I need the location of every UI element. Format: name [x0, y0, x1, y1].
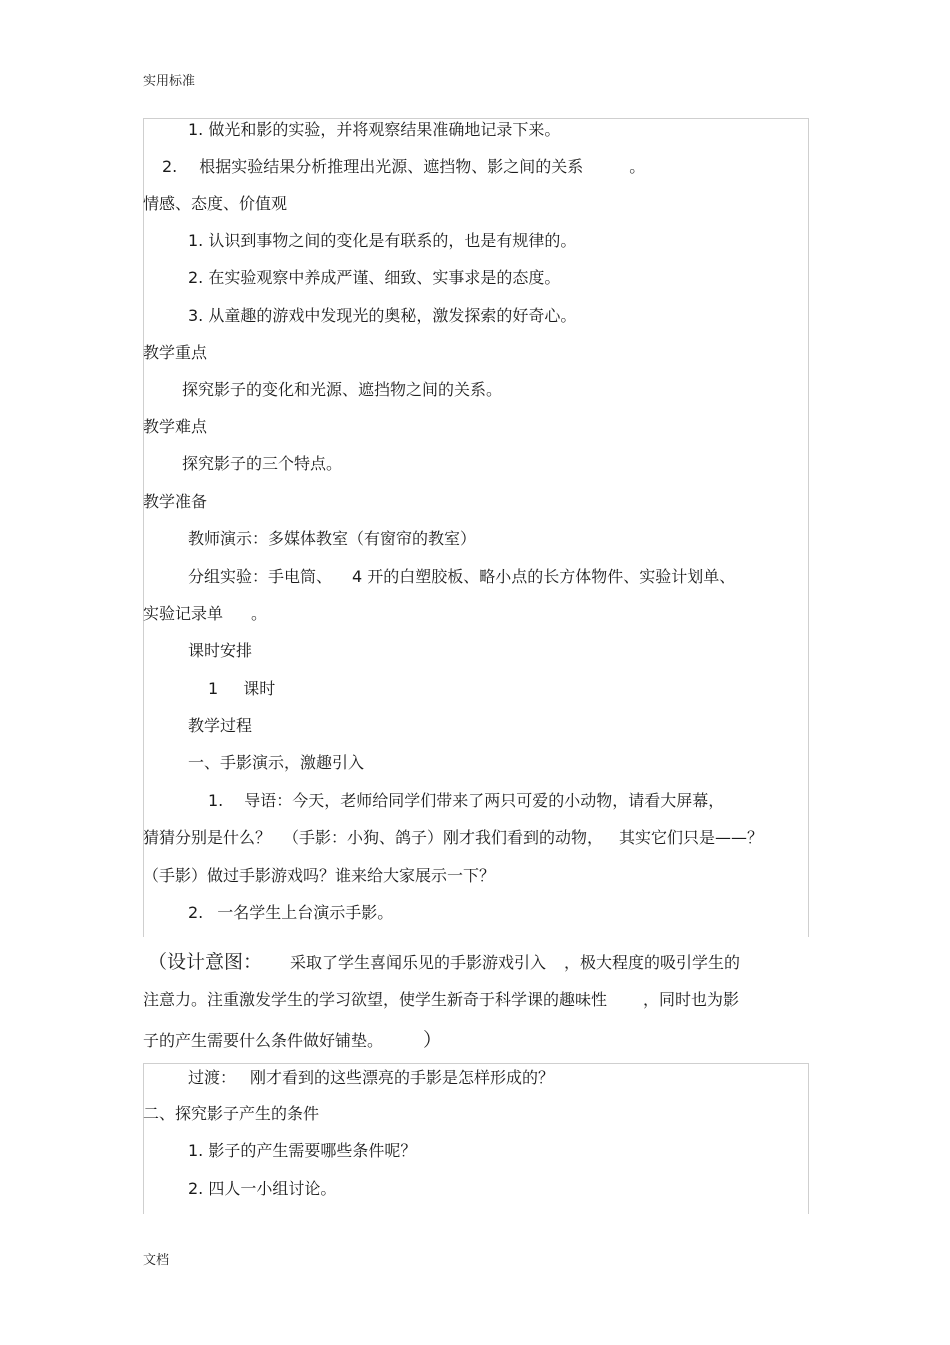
objective-line-2-number: 2.	[162, 157, 178, 176]
section-heading-difficulty: 教学难点	[143, 417, 208, 436]
design-intent-text-2: ，极大程度的吸引学生的	[564, 953, 741, 972]
process-intro-line-1	[208, 791, 724, 811]
objective-line-1: 1. 做光和影的实验，并将观察结果准确地记录下来。	[188, 120, 561, 139]
process-intro-line-2	[143, 828, 763, 848]
design-intent-line-1	[148, 950, 740, 976]
design-intent-line-2	[143, 990, 739, 1010]
schedule-count: 1	[208, 679, 219, 698]
preparation-teacher: 教师演示：多媒体教室（有窗帘的教室）	[188, 529, 477, 548]
process-step-1-title: 一、手影演示，激趣引入	[188, 753, 365, 772]
process-intro-guess: 猜猜分别是什么？	[143, 828, 272, 847]
section-heading-schedule: 课时安排	[188, 641, 253, 660]
key-point-text: 探究影子的变化和光源、遮挡物之间的关系。	[182, 380, 503, 399]
process-demo-number: 2.	[188, 903, 204, 922]
page-footer: 文档	[143, 1253, 170, 1268]
section-heading-preparation: 教学准备	[143, 492, 208, 511]
preparation-group-part-2: 4 开的白塑胶板、略小点的长方体物件、实验计划单、	[352, 567, 736, 586]
process-step-2-item-2: 2. 四人一小组讨论。	[188, 1179, 337, 1198]
preparation-group-cont	[143, 604, 267, 624]
process-step-2-title: 二、探究影子产生的条件	[143, 1104, 320, 1123]
emotion-line-2: 2. 在实验观察中养成严谨、细致、实事求是的态度。	[188, 268, 561, 287]
difficulty-text: 探究影子的三个特点。	[182, 454, 343, 473]
design-intent-text-5: 子的产生需要什么条件做好铺垫。	[143, 1031, 384, 1050]
design-intent-text-3: 注意力。注重激发学生的学习欲望，使学生新奇于科学课的趣味性	[143, 990, 608, 1009]
design-intent-line-3	[143, 1028, 442, 1052]
process-demo-line	[188, 903, 393, 923]
design-intent-text-4: ，同时也为影	[643, 990, 740, 1009]
emotion-line-3: 3. 从童趣的游戏中发现光的奥秘，激发探索的好奇心。	[188, 306, 577, 325]
emotion-line-1: 1. 认识到事物之间的变化是有联系的，也是有规律的。	[188, 231, 577, 250]
process-demo-text: 一名学生上台演示手影。	[217, 903, 394, 922]
schedule-value	[208, 679, 275, 699]
section-heading-process: 教学过程	[188, 716, 253, 735]
section-heading-key-point: 教学重点	[143, 343, 208, 362]
preparation-group-cont-text: 实验记录单	[143, 604, 224, 623]
process-intro-line-3: （手影）做过手影游戏吗？谁来给大家展示一下？	[143, 866, 496, 885]
transition-text: 刚才看到的这些漂亮的手影是怎样形成的？	[250, 1068, 555, 1087]
objective-line-2	[162, 157, 645, 177]
design-intent-text-1: 采取了学生喜闻乐见的手影游戏引入	[290, 953, 547, 972]
preparation-group-part-1: 分组实验：手电筒、	[188, 567, 333, 586]
process-step-2-item-1: 1. 影子的产生需要哪些条件呢？	[188, 1141, 417, 1160]
objective-line-2-text: 根据实验结果分析推理出光源、遮挡物、影之间的关系	[199, 157, 584, 176]
page-header: 实用标准	[143, 74, 196, 89]
preparation-group-cont-end: 。	[251, 604, 268, 623]
process-intro-text: 导语：今天，老师给同学们带来了两只可爱的小动物，请看大屏幕，	[244, 791, 725, 810]
objective-line-2-end: 。	[629, 157, 646, 176]
section-heading-emotion: 情感、态度、价值观	[143, 194, 288, 213]
transition-label: 过渡：	[188, 1068, 237, 1087]
process-intro-number: 1.	[208, 791, 224, 810]
design-intent-label: （设计意图：	[148, 951, 263, 973]
process-intro-question: 其实它们只是——？	[619, 828, 764, 847]
design-intent-close: ）	[423, 1029, 443, 1051]
preparation-group	[188, 567, 735, 587]
transition-line	[188, 1068, 554, 1088]
process-intro-hand-shadow: （手影：小狗、鸽子）刚才我们看到的动物，	[283, 828, 604, 847]
schedule-unit: 课时	[243, 679, 276, 698]
